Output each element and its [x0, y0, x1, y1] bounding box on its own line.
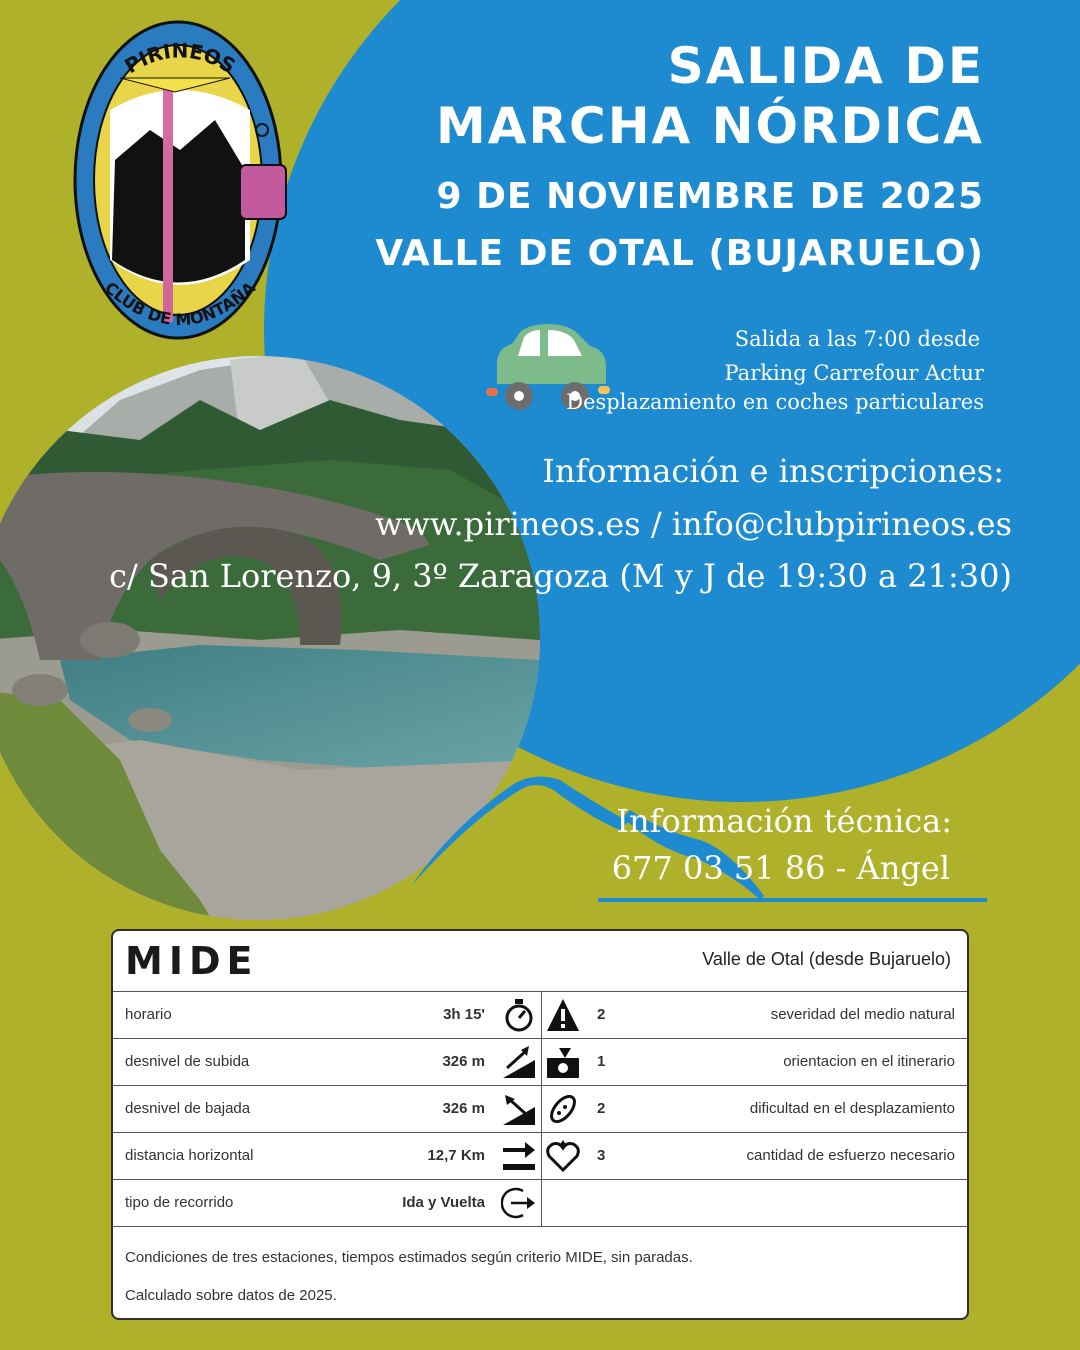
event-place: VALLE DE OTAL (BUJARUELO)	[375, 233, 984, 274]
heart-effort-icon	[545, 1138, 581, 1174]
info-address: c/ San Lorenzo, 9, 3º Zaragoza (M y J de 19:30 a 21:30)	[109, 557, 1012, 595]
mide-row-distancia	[113, 1133, 967, 1180]
mide-right-label: severidad del medio natural	[770, 1006, 955, 1023]
mide-label: horario	[125, 1006, 172, 1023]
title-line-1: SALIDA DE	[667, 37, 984, 95]
mide-value: Ida y Vuelta	[402, 1194, 485, 1211]
mide-right-label: dificultad en el desplazamiento	[749, 1100, 955, 1117]
mide-label: tipo de recorrido	[125, 1194, 234, 1211]
mide-note: Condiciones de tres estaciones, tiempos estimados según criterio MIDE, sin paradas.	[125, 1249, 693, 1266]
info-heading: Información e inscripciones:	[542, 452, 1004, 490]
mide-right-value: 3	[597, 1147, 606, 1164]
mide-route-name: Valle de Otal (desde Bujaruelo)	[702, 949, 951, 969]
footprint-icon	[545, 1091, 581, 1127]
mide-row-subida	[113, 1039, 967, 1086]
ascent-icon	[501, 1044, 537, 1080]
technical-heading: Información técnica:	[616, 802, 952, 840]
mide-row-horario	[113, 992, 967, 1039]
mide-row-bajada	[113, 1086, 967, 1133]
logo-bottom-text: CLUB DE MONTAÑA	[101, 277, 259, 330]
mide-label: desnivel de subida	[125, 1053, 250, 1070]
info-web-email[interactable]: www.pirineos.es / info@clubpirineos.es	[375, 505, 1012, 543]
mide-right-value: 2	[597, 1100, 606, 1117]
mide-header	[113, 931, 967, 992]
mide-value: 12,7 Km	[427, 1147, 485, 1164]
svg-text:CLUB DE MONTAÑA	[101, 278, 259, 330]
mide-right-value: 1	[597, 1053, 606, 1070]
logo-text	[75, 20, 285, 350]
mide-notes	[113, 1227, 967, 1320]
mide-row-recorrido	[113, 1180, 967, 1227]
stopwatch-icon	[501, 997, 537, 1033]
departure-time: Salida a las 7:00 desde	[734, 327, 980, 351]
distance-icon	[501, 1138, 537, 1174]
svg-text:PIRINEOS	[120, 38, 239, 78]
technical-contact: 677 03 51 86 - Ángel	[611, 849, 950, 887]
mide-right-label: orientacion en el itinerario	[783, 1053, 955, 1070]
event-date: 9 DE NOVIEMBRE DE 2025	[436, 176, 984, 217]
mide-note: Calculado sobre datos de 2025.	[125, 1287, 337, 1304]
logo-top-text: PIRINEOS	[120, 38, 240, 79]
mide-value: 3h 15'	[443, 1006, 485, 1023]
mide-label: desnivel de bajada	[125, 1100, 251, 1117]
warning-icon	[545, 997, 581, 1033]
mide-right-label: cantidad de esfuerzo necesario	[746, 1147, 955, 1164]
mide-label: distancia horizontal	[125, 1147, 254, 1164]
round-trip-icon	[501, 1185, 537, 1221]
departure-place: Parking Carrefour Actur	[724, 361, 984, 385]
mide-right-value: 2	[597, 1006, 606, 1023]
descent-icon	[501, 1091, 537, 1127]
title-line-2: MARCHA NÓRDICA	[436, 97, 984, 155]
mide-table	[111, 929, 969, 1320]
mide-value: 326 m	[442, 1100, 485, 1117]
mide-logo: MIDE	[125, 939, 259, 983]
departure-transport: Desplazamiento en coches particulares	[566, 390, 984, 414]
mide-value: 326 m	[442, 1053, 485, 1070]
orientation-icon	[545, 1044, 581, 1080]
